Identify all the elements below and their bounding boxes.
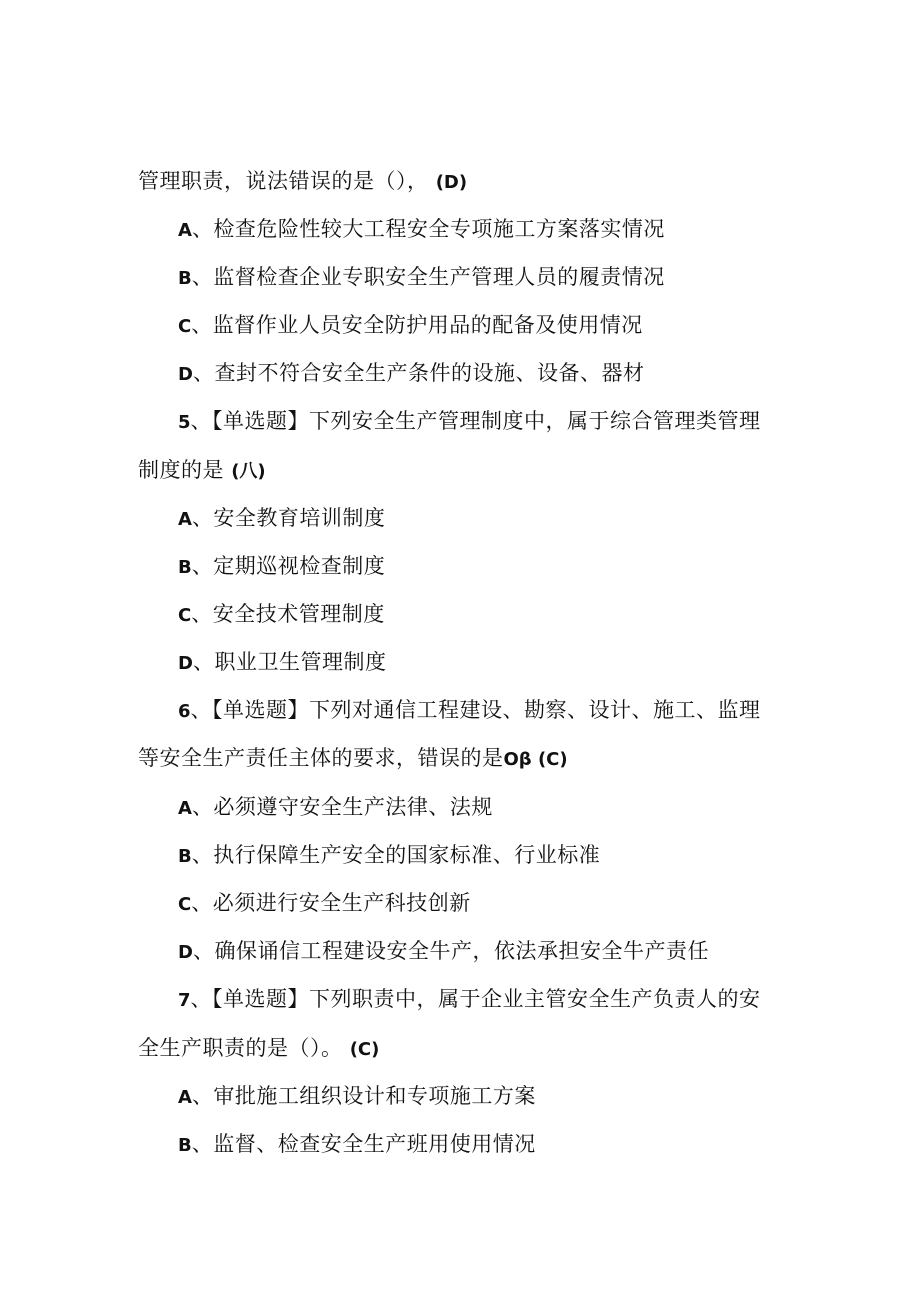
option-text: 、监督、检查安全生产班用使用情况	[191, 1132, 536, 1156]
question-line	[178, 695, 761, 727]
question-line	[178, 984, 761, 1016]
option-line	[178, 840, 600, 872]
option-line	[178, 503, 385, 535]
option-letter: A	[178, 798, 192, 819]
option-text: 、查封不符合安全生产条件的设施、设备、器材	[192, 361, 645, 385]
option-text: 、必须进行安全生产科技创新	[191, 891, 471, 915]
text-line	[138, 1033, 379, 1065]
option-letter: B	[178, 268, 192, 289]
option-line	[178, 1081, 536, 1113]
text-line	[138, 455, 266, 487]
option-letter: B	[178, 846, 192, 867]
line-text: 制度的是	[138, 458, 224, 482]
option-line	[178, 599, 385, 631]
option-letter: D	[178, 653, 193, 674]
option-text: 、检查危险性较大工程安全专项施工方案落实情况	[191, 217, 665, 241]
option-text: 、定期巡视检查制度	[191, 554, 386, 578]
answer-mark: (八)	[231, 461, 266, 482]
option-letter: A	[178, 220, 192, 241]
option-letter: A	[178, 509, 192, 530]
answer-mark: (D)	[435, 172, 468, 193]
option-letter: D	[178, 942, 193, 963]
option-line	[178, 792, 493, 824]
option-letter: B	[178, 557, 192, 578]
question-text: 、【单选题】下列职责中，属于企业主管安全生产负责人的安	[190, 987, 761, 1011]
option-text: 、监督作业人员安全防护用品的配备及使用情况	[191, 313, 643, 337]
option-text: 、职业卫生管理制度	[192, 650, 387, 674]
option-line	[178, 358, 644, 390]
option-line	[178, 888, 471, 920]
option-text: 、审批施工组织设计和专项施工方案	[191, 1084, 536, 1108]
option-line	[178, 262, 665, 294]
text-line	[138, 166, 467, 198]
question-number: 6	[178, 701, 191, 722]
line-text: 管理职责，说法错误的是（），	[138, 169, 429, 193]
option-line	[178, 214, 665, 246]
option-text: 、监督检查企业专职安全生产管理人员的履责情况	[191, 265, 665, 289]
answer-mark: Oβ (C)	[503, 749, 568, 770]
question-number: 5	[178, 412, 191, 433]
option-text: 、安全技术管理制度	[191, 602, 385, 626]
line-text: 等安全生产责任主体的要求，错误的是	[138, 746, 504, 770]
option-letter: C	[178, 894, 192, 915]
option-letter: D	[178, 364, 193, 385]
question-text: 、【单选题】下列安全生产管理制度中，属于综合管理类管理	[190, 409, 761, 433]
option-letter: A	[178, 1087, 192, 1108]
option-line	[178, 1129, 536, 1161]
text-line	[138, 743, 568, 775]
option-line	[178, 551, 385, 583]
answer-mark: (C)	[349, 1039, 380, 1060]
option-text: 、安全教育培训制度	[191, 506, 386, 530]
option-text: 、确保诵信工程建设安全牛产，依法承担安全牛产责任	[192, 939, 709, 963]
option-letter: B	[178, 1135, 192, 1156]
question-text: 、【单选题】下列对通信工程建设、勘察、设计、施工、监理	[190, 698, 761, 722]
option-text: 、必须遵守安全生产法律、法规	[191, 795, 493, 819]
option-letter: C	[178, 316, 192, 337]
line-text: 全生产职责的是（）。	[138, 1036, 343, 1060]
option-line	[178, 936, 709, 968]
question-number: 7	[178, 990, 191, 1011]
question-line	[178, 406, 761, 438]
option-letter: C	[178, 605, 192, 626]
option-line	[178, 310, 643, 342]
option-text: 、执行保障生产安全的国家标准、行业标准	[191, 843, 601, 867]
option-line	[178, 647, 386, 679]
